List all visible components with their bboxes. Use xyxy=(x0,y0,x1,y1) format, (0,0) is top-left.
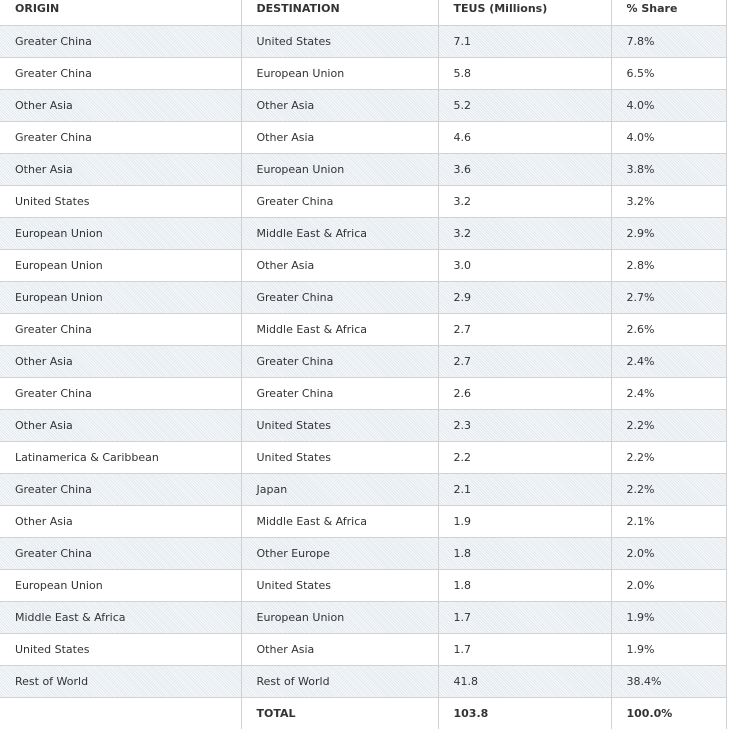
cell-share: 6.5% xyxy=(611,57,726,89)
cell-origin: Greater China xyxy=(0,313,241,345)
cell-origin: Other Asia xyxy=(0,153,241,185)
cell-teus: 2.3 xyxy=(438,409,611,441)
cell-destination: European Union xyxy=(241,601,438,633)
cell-teus: 3.2 xyxy=(438,185,611,217)
header-teus: TEUS (Millions) xyxy=(438,0,611,25)
cell-teus: 1.7 xyxy=(438,601,611,633)
table-row xyxy=(0,121,726,153)
cell-origin: Greater China xyxy=(0,121,241,153)
table-row xyxy=(0,409,726,441)
table-row xyxy=(0,281,726,313)
table-row xyxy=(0,505,726,537)
cell-destination: Japan xyxy=(241,473,438,505)
table-row xyxy=(0,601,726,633)
cell-origin: Other Asia xyxy=(0,345,241,377)
cell-origin: Greater China xyxy=(0,377,241,409)
cell-share: 4.0% xyxy=(611,89,726,121)
cell-origin: Greater China xyxy=(0,25,241,57)
table-row xyxy=(0,473,726,505)
cell-share: 7.8% xyxy=(611,25,726,57)
table-row xyxy=(0,249,726,281)
cell-destination: Other Asia xyxy=(241,121,438,153)
cell-teus: 2.2 xyxy=(438,441,611,473)
cell-destination: Other Asia xyxy=(241,249,438,281)
cell-share: 1.9% xyxy=(611,633,726,665)
cell-origin: United States xyxy=(0,633,241,665)
cell-share: 2.4% xyxy=(611,377,726,409)
cell-share: 3.2% xyxy=(611,185,726,217)
cell-destination: Greater China xyxy=(241,377,438,409)
cell-destination: United States xyxy=(241,569,438,601)
cell-destination: Middle East & Africa xyxy=(241,217,438,249)
table-header-row xyxy=(0,0,726,25)
table-row xyxy=(0,665,726,697)
cell-origin: Rest of World xyxy=(0,665,241,697)
cell-destination: Greater China xyxy=(241,281,438,313)
table-row xyxy=(0,569,726,601)
table-row xyxy=(0,25,726,57)
table-row xyxy=(0,313,726,345)
cell-teus: 1.7 xyxy=(438,633,611,665)
cell-share: 3.8% xyxy=(611,153,726,185)
cell-origin: European Union xyxy=(0,217,241,249)
cell-teus: 7.1 xyxy=(438,25,611,57)
cell-destination: Other Europe xyxy=(241,537,438,569)
table-row xyxy=(0,377,726,409)
cell-teus: 1.8 xyxy=(438,569,611,601)
cell-teus: 2.9 xyxy=(438,281,611,313)
cell-teus: 3.6 xyxy=(438,153,611,185)
total-origin xyxy=(0,697,241,729)
cell-share: 38.4% xyxy=(611,665,726,697)
cell-origin: Other Asia xyxy=(0,89,241,121)
cell-destination: Other Asia xyxy=(241,633,438,665)
cell-destination: United States xyxy=(241,409,438,441)
cell-origin: European Union xyxy=(0,569,241,601)
cell-teus: 5.8 xyxy=(438,57,611,89)
cell-origin: Middle East & Africa xyxy=(0,601,241,633)
cell-destination: Other Asia xyxy=(241,89,438,121)
total-destination: TOTAL xyxy=(241,697,438,729)
table-row xyxy=(0,89,726,121)
cell-share: 2.2% xyxy=(611,473,726,505)
cell-share: 1.9% xyxy=(611,601,726,633)
table-row xyxy=(0,217,726,249)
cell-share: 2.2% xyxy=(611,441,726,473)
cell-teus: 41.8 xyxy=(438,665,611,697)
header-destination: DESTINATION xyxy=(241,0,438,25)
cell-share: 2.1% xyxy=(611,505,726,537)
total-share: 100.0% xyxy=(611,697,726,729)
cell-destination: Rest of World xyxy=(241,665,438,697)
cell-origin: European Union xyxy=(0,249,241,281)
table-row xyxy=(0,633,726,665)
table-row xyxy=(0,537,726,569)
cell-destination: Greater China xyxy=(241,345,438,377)
cell-origin: European Union xyxy=(0,281,241,313)
cell-teus: 2.7 xyxy=(438,313,611,345)
cell-origin: Other Asia xyxy=(0,505,241,537)
cell-teus: 2.7 xyxy=(438,345,611,377)
table-row xyxy=(0,153,726,185)
table-row xyxy=(0,441,726,473)
cell-origin: Greater China xyxy=(0,57,241,89)
cell-destination: Middle East & Africa xyxy=(241,505,438,537)
cell-origin: United States xyxy=(0,185,241,217)
cell-destination: Greater China xyxy=(241,185,438,217)
cell-destination: European Union xyxy=(241,153,438,185)
cell-destination: European Union xyxy=(241,57,438,89)
cell-share: 2.7% xyxy=(611,281,726,313)
cell-destination: Middle East & Africa xyxy=(241,313,438,345)
cell-teus: 2.1 xyxy=(438,473,611,505)
cell-teus: 3.0 xyxy=(438,249,611,281)
cell-share: 4.0% xyxy=(611,121,726,153)
cell-teus: 2.6 xyxy=(438,377,611,409)
total-teus: 103.8 xyxy=(438,697,611,729)
cell-teus: 3.2 xyxy=(438,217,611,249)
cell-share: 2.0% xyxy=(611,569,726,601)
header-origin: ORIGIN xyxy=(0,0,241,25)
total-row xyxy=(0,697,726,729)
cell-teus: 5.2 xyxy=(438,89,611,121)
cell-share: 2.8% xyxy=(611,249,726,281)
cell-share: 2.9% xyxy=(611,217,726,249)
cell-destination: United States xyxy=(241,25,438,57)
cell-share: 2.6% xyxy=(611,313,726,345)
cell-destination: United States xyxy=(241,441,438,473)
cell-share: 2.0% xyxy=(611,537,726,569)
table-body xyxy=(0,25,726,729)
cell-teus: 1.9 xyxy=(438,505,611,537)
table-row xyxy=(0,185,726,217)
header-share: % Share xyxy=(611,0,726,25)
cell-origin: Other Asia xyxy=(0,409,241,441)
cell-origin: Greater China xyxy=(0,473,241,505)
cell-origin: Latinamerica & Caribbean xyxy=(0,441,241,473)
cell-origin: Greater China xyxy=(0,537,241,569)
cell-share: 2.4% xyxy=(611,345,726,377)
cell-share: 2.2% xyxy=(611,409,726,441)
cell-teus: 1.8 xyxy=(438,537,611,569)
table-row xyxy=(0,57,726,89)
table-row xyxy=(0,345,726,377)
cell-teus: 4.6 xyxy=(438,121,611,153)
